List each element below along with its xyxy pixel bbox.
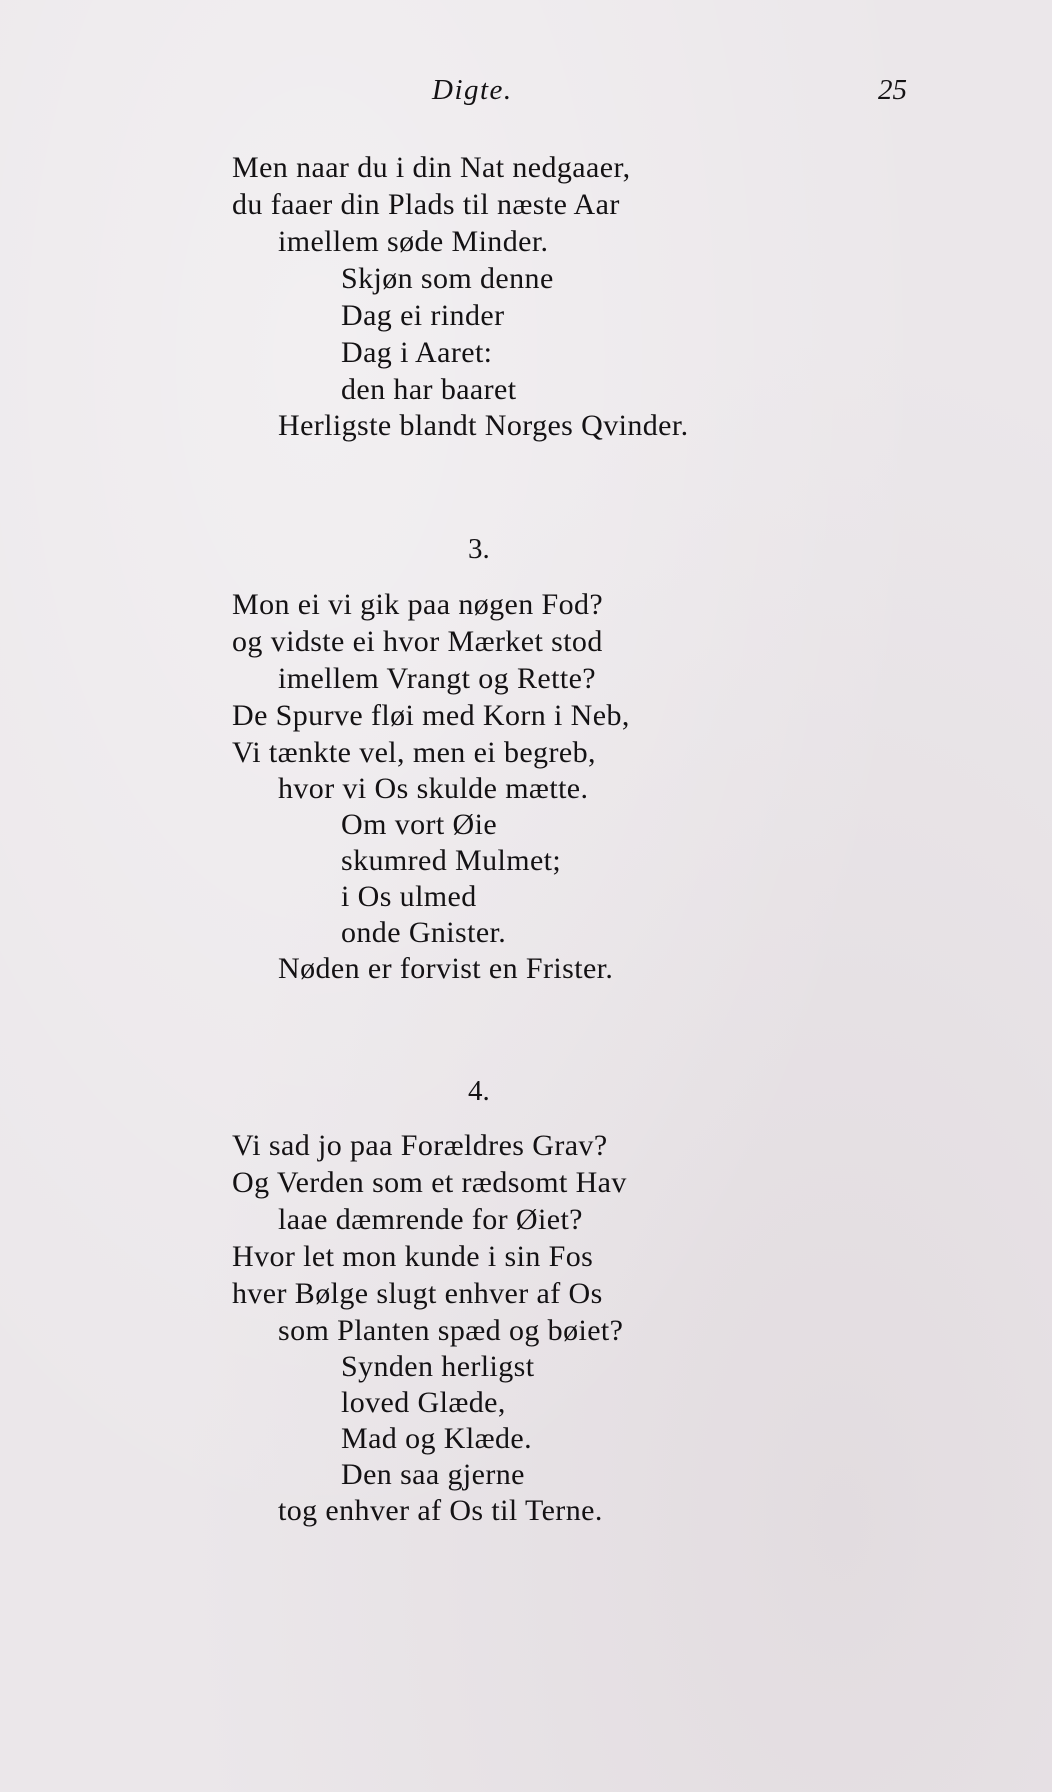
poem-line: Om vort Øie [341, 808, 498, 841]
poem-line: hvor vi Os skulde mætte. [278, 772, 589, 805]
poem-line: imellem søde Minder. [278, 225, 549, 258]
poem-line: tog enhver af Os til Terne. [278, 1494, 603, 1527]
poem-line: Den saa gjerne [341, 1458, 525, 1491]
poem-line: loved Glæde, [341, 1386, 506, 1419]
poem-line: De Spurve fløi med Korn i Neb, [232, 699, 630, 732]
poem-line: Synden herligst [341, 1350, 535, 1383]
poem-line: du faaer din Plads til næste Aar [232, 188, 620, 221]
poem-line: skumred Mulmet; [341, 844, 562, 877]
poem-line: den har baaret [341, 373, 517, 406]
section-number: 3. [468, 533, 490, 565]
page-header [0, 74, 1052, 114]
poem-line: hver Bølge slugt enhver af Os [232, 1277, 603, 1310]
poem-line: Nøden er forvist en Frister. [278, 952, 614, 985]
poem-line: Dag ei rinder [341, 299, 505, 332]
poem-line: Og Verden som et rædsomt Hav [232, 1166, 627, 1199]
poem-line: i Os ulmed [341, 880, 477, 913]
poem-line: Mon ei vi gik paa nøgen Fod? [232, 588, 604, 621]
poem-line: onde Gnister. [341, 916, 507, 949]
poem-line: imellem Vrangt og Rette? [278, 662, 596, 695]
poem-line: Vi sad jo paa Forældres Grav? [232, 1129, 608, 1162]
section-number: 4. [468, 1075, 490, 1107]
poem-line: Hvor let mon kunde i sin Fos [232, 1240, 594, 1273]
poem-line: Mad og Klæde. [341, 1422, 533, 1455]
poem-line: Skjøn som denne [341, 262, 554, 295]
poem-line: laae dæmrende for Øiet? [278, 1203, 583, 1236]
poem-line: som Planten spæd og bøiet? [278, 1314, 624, 1347]
running-title: Digte. [432, 74, 513, 106]
page-number: 25 [878, 74, 907, 106]
poem-line: Herligste blandt Norges Qvinder. [278, 409, 689, 442]
poem-line: Dag i Aaret: [341, 336, 493, 369]
poem-line: og vidste ei hvor Mærket stod [232, 625, 603, 658]
poem-line: Men naar du i din Nat nedgaaer, [232, 151, 631, 184]
poem-line: Vi tænkte vel, men ei begreb, [232, 736, 596, 769]
